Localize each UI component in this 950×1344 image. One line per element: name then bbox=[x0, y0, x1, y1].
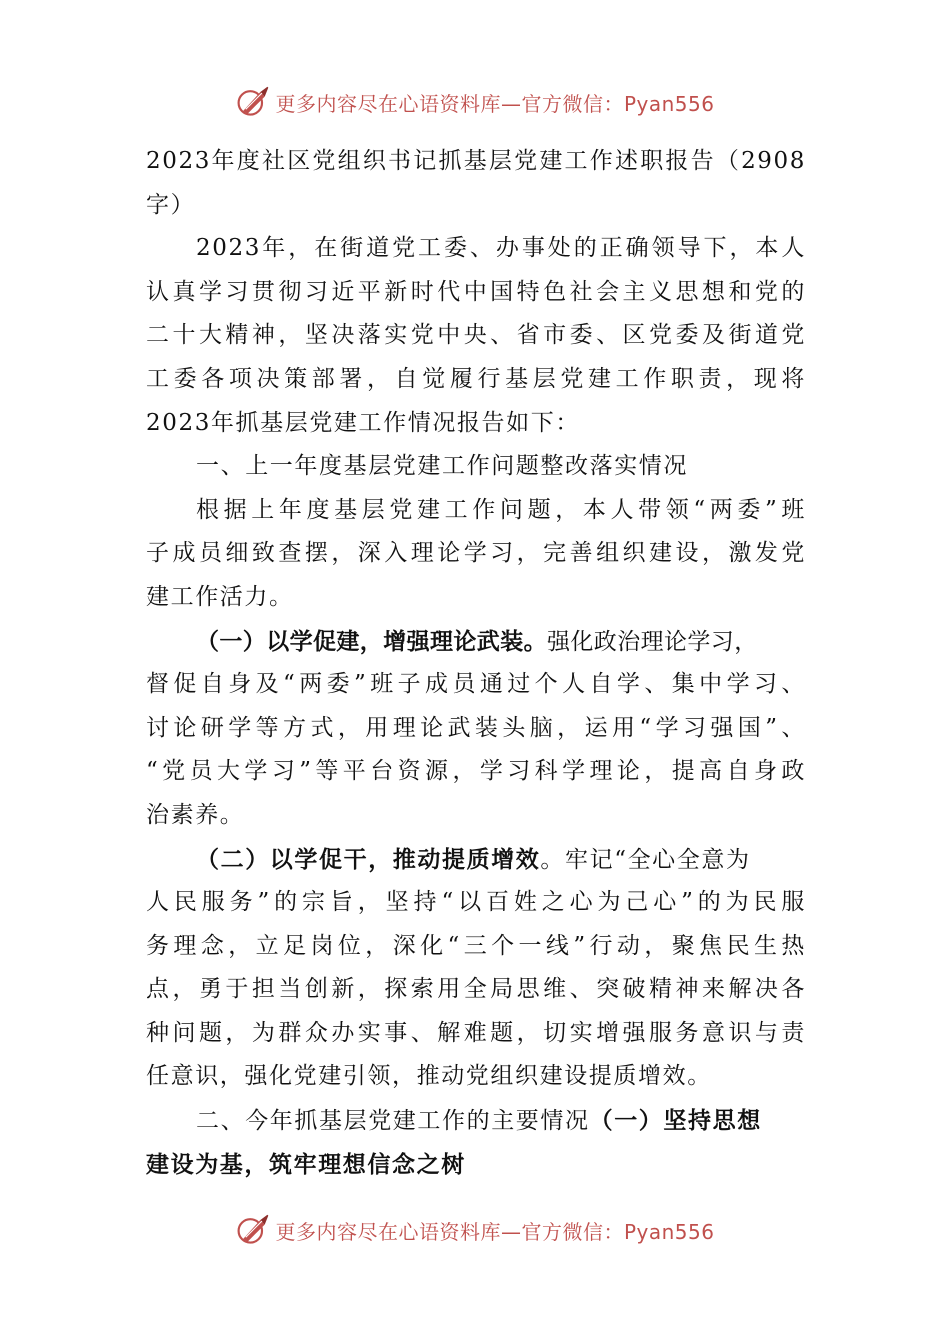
paragraph-line: 督促自身及“两委”班子成员通过个人自学、集中学习、 bbox=[146, 671, 806, 698]
paragraph-line: 讨论研学等方式，用理论武装头脑，运用“学习强国”、 bbox=[146, 714, 806, 741]
paragraph-line: 治素养。 bbox=[146, 801, 245, 828]
paragraph-line: 工委各项决策部署，自觉履行基层党建工作职责，现将 bbox=[146, 365, 806, 392]
paragraph-line: 根据上年度基层党建工作问题，本人带领“两委”班 bbox=[196, 496, 806, 523]
fountain-pen-logo-icon bbox=[235, 84, 271, 120]
section-heading-2-cont: 建设为基，筑牢理想信念之树 bbox=[146, 1150, 466, 1178]
paragraph-line: 2023年，在街道党工委、办事处的正确领导下，本人 bbox=[196, 235, 806, 262]
paragraph-line: 任意识，强化党建引领，推动党组织建设提质增效。 bbox=[146, 1063, 712, 1090]
watermark-banner-bottom bbox=[0, 1210, 950, 1250]
watermark-banner-top bbox=[0, 82, 950, 122]
paragraph-line: 二十大精神，坚决落实党中央、省市委、区党委及街道党 bbox=[146, 322, 806, 349]
paragraph-line: 人民服务”的宗旨，坚持“以百姓之心为己心”的为民服 bbox=[146, 889, 806, 916]
fountain-pen-logo-icon bbox=[235, 1212, 271, 1248]
watermark-text: 更多内容尽在心语资料库—官方微信：Pyan556 bbox=[275, 91, 715, 116]
subsection-2-heading: （二）以学促干，推动提质增效 bbox=[196, 845, 541, 873]
paragraph-line: “党员大学习”等平台资源，学习科学理论，提高自身政 bbox=[146, 758, 806, 785]
section-heading-2 bbox=[146, 1099, 806, 1143]
subsection-2-text: 。牢记“全心全意为 bbox=[540, 846, 751, 873]
section-heading-2-text: 二、今年抓基层党建工作的主要情况 bbox=[196, 1108, 590, 1135]
paragraph-line: 种问题，为群众办实事、解难题，切实增强服务意识与责 bbox=[146, 1019, 806, 1046]
doc-title-cont: 字） bbox=[146, 191, 196, 218]
subsection-1-text: 强化政治理论学习， bbox=[547, 628, 758, 655]
paragraph-line: 认真学习贯彻习近平新时代中国特色社会主义思想和党的 bbox=[146, 278, 806, 305]
watermark-text: 更多内容尽在心语资料库—官方微信：Pyan556 bbox=[275, 1219, 715, 1244]
subsection-1-heading: （一）以学促建，增强理论武装。 bbox=[196, 627, 547, 655]
subsection-2-line bbox=[146, 838, 806, 882]
paragraph-line: 点，勇于担当创新，探索用全局思维、突破精神来解决各 bbox=[146, 976, 806, 1003]
section-heading-1: 一、上一年度基层党建工作问题整改落实情况 bbox=[196, 453, 688, 480]
paragraph-line: 建工作活力。 bbox=[146, 583, 294, 610]
subsection-1-line bbox=[146, 620, 806, 664]
document-body bbox=[146, 140, 806, 1186]
doc-title: 2023年度社区党组织书记抓基层党建工作述职报告（2908 bbox=[146, 148, 806, 174]
section-heading-2-sub: （一）坚持思想 bbox=[589, 1107, 762, 1135]
paragraph-line: 务理念，立足岗位，深化“三个一线”行动，聚焦民生热 bbox=[146, 932, 806, 959]
paragraph-line: 子成员细致查摆，深入理论学习，完善组织建设，激发党 bbox=[146, 540, 806, 567]
paragraph-line: 2023年抓基层党建工作情况报告如下： bbox=[146, 409, 580, 436]
